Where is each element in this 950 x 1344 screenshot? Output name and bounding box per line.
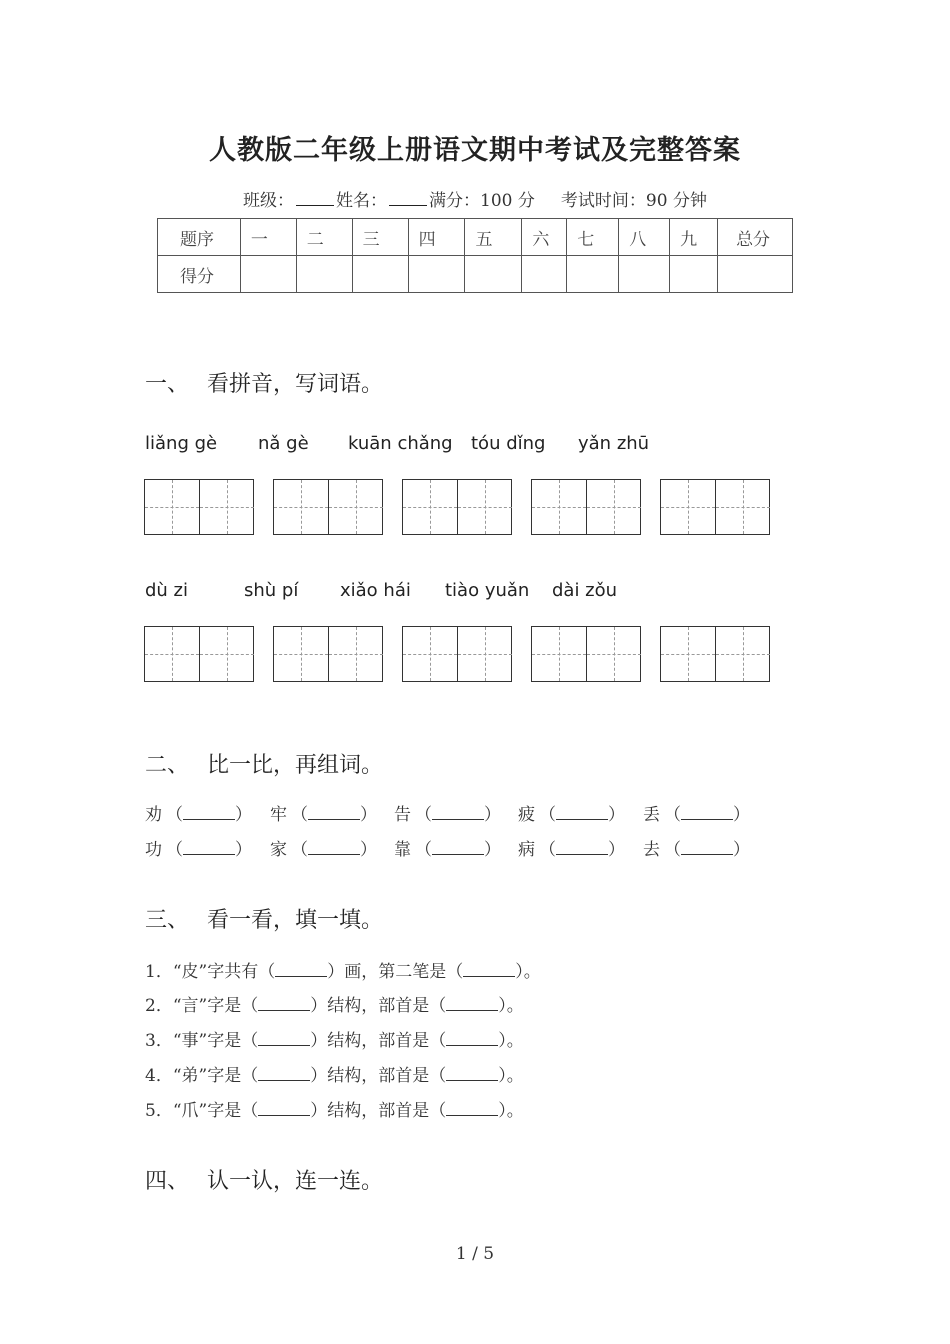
question-text: 3．“事”字是（ xyxy=(145,1031,259,1051)
answer-blank[interactable] xyxy=(681,842,733,855)
score-header-cell: 三 xyxy=(352,219,408,256)
answer-blank[interactable] xyxy=(258,1103,310,1116)
class-blank[interactable] xyxy=(296,191,334,206)
writing-grid-box[interactable] xyxy=(144,479,254,535)
answer-blank[interactable] xyxy=(556,842,608,855)
score-header-cell: 二 xyxy=(296,219,352,256)
question-text: 4．“弟”字是（ xyxy=(145,1066,259,1086)
answer-blank[interactable] xyxy=(308,807,360,820)
compare-item xyxy=(643,800,750,825)
compare-item xyxy=(518,835,625,860)
compare-item xyxy=(270,800,377,825)
answer-blank[interactable] xyxy=(446,1033,498,1046)
open-paren: （ xyxy=(415,840,432,860)
open-paren: （ xyxy=(415,805,432,825)
section-title: 认一认，连一连。 xyxy=(207,1169,384,1194)
score-cell[interactable] xyxy=(522,256,567,293)
score-table-score-row xyxy=(158,256,793,293)
score-header-cell: 题序 xyxy=(158,219,241,256)
score-header-cell: 六 xyxy=(522,219,567,256)
pinyin-prompt: shù pí xyxy=(244,580,299,601)
score-header-cell: 五 xyxy=(465,219,522,256)
score-cell[interactable] xyxy=(567,256,619,293)
open-paren: （ xyxy=(291,840,308,860)
writing-grid-box[interactable] xyxy=(402,626,512,682)
answer-blank[interactable] xyxy=(681,807,733,820)
question-text: ）。 xyxy=(498,1031,524,1051)
page-title: 人教版二年级上册语文期中考试及完整答案 xyxy=(209,135,741,166)
question-text: 2．“言”字是（ xyxy=(145,996,259,1016)
writing-grid-box[interactable] xyxy=(660,626,770,682)
close-paren: ） xyxy=(484,840,501,860)
compare-char: 劝 xyxy=(145,805,162,825)
writing-grid-box[interactable] xyxy=(402,479,512,535)
question-item xyxy=(145,1061,524,1086)
pinyin-prompt: dù zi xyxy=(145,580,189,601)
question-item xyxy=(145,1096,524,1121)
score-header-cell: 总分 xyxy=(718,219,793,256)
close-paren: ） xyxy=(733,805,750,825)
compare-char: 疲 xyxy=(518,805,535,825)
score-header-cell: 八 xyxy=(619,219,670,256)
close-paren: ） xyxy=(608,840,625,860)
pinyin-prompt: xiǎo hái xyxy=(340,580,411,601)
score-cell[interactable] xyxy=(718,256,793,293)
question-text: ）。 xyxy=(515,962,541,982)
score-cell[interactable] xyxy=(240,256,296,293)
answer-blank[interactable] xyxy=(258,1068,310,1081)
compare-char: 家 xyxy=(270,840,287,860)
writing-grid-box[interactable] xyxy=(273,626,383,682)
question-text: ）。 xyxy=(498,1101,524,1121)
open-paren: （ xyxy=(166,805,183,825)
compare-item xyxy=(643,835,750,860)
section-4-heading xyxy=(145,1164,383,1195)
section-number: 二、 xyxy=(145,753,190,778)
question-text: 5．“爪”字是（ xyxy=(145,1101,259,1121)
section-number: 一、 xyxy=(145,372,190,397)
close-paren: ） xyxy=(360,840,377,860)
section-number: 四、 xyxy=(145,1169,190,1194)
score-table xyxy=(157,218,793,293)
writing-grid-box[interactable] xyxy=(144,626,254,682)
section-2-heading xyxy=(145,748,383,779)
score-table-header-row xyxy=(158,219,793,256)
answer-blank[interactable] xyxy=(275,964,327,977)
open-paren: （ xyxy=(166,840,183,860)
answer-blank[interactable] xyxy=(183,807,235,820)
question-text: ）结构，部首是（ xyxy=(310,1101,447,1121)
score-header-cell: 一 xyxy=(240,219,296,256)
writing-grid-box[interactable] xyxy=(660,479,770,535)
score-header-cell: 七 xyxy=(567,219,619,256)
pinyin-prompt: tóu dǐng xyxy=(471,433,546,454)
open-paren: （ xyxy=(539,805,556,825)
section-3-heading xyxy=(145,903,383,934)
compare-char: 去 xyxy=(643,840,660,860)
answer-blank[interactable] xyxy=(446,1103,498,1116)
name-label: 姓名： xyxy=(336,191,388,211)
question-text: ）画，第二笔是（ xyxy=(327,962,464,982)
answer-blank[interactable] xyxy=(432,842,484,855)
question-item xyxy=(145,1026,524,1051)
close-paren: ） xyxy=(360,805,377,825)
question-text: ）结构，部首是（ xyxy=(310,1066,447,1086)
exam-meta xyxy=(0,186,950,211)
section-title: 比一比，再组词。 xyxy=(207,753,384,778)
pinyin-prompt: dài zǒu xyxy=(552,580,618,601)
question-text: 1．“皮”字共有（ xyxy=(145,962,276,982)
open-paren: （ xyxy=(291,805,308,825)
open-paren: （ xyxy=(664,840,681,860)
section-number: 三、 xyxy=(145,908,190,933)
question-text: ）结构，部首是（ xyxy=(310,996,447,1016)
score-cell[interactable] xyxy=(408,256,465,293)
question-item xyxy=(145,991,524,1016)
compare-char: 告 xyxy=(394,805,411,825)
pinyin-prompt: liǎng gè xyxy=(145,433,218,454)
compare-item xyxy=(270,835,377,860)
name-blank[interactable] xyxy=(389,191,427,206)
pinyin-prompt: nǎ gè xyxy=(258,433,309,454)
page-number: 1 / 5 xyxy=(455,1244,495,1264)
answer-blank[interactable] xyxy=(258,1033,310,1046)
score-cell[interactable] xyxy=(619,256,670,293)
score-cell[interactable] xyxy=(352,256,408,293)
answer-blank[interactable] xyxy=(463,964,515,977)
compare-item xyxy=(394,835,501,860)
answer-blank[interactable] xyxy=(308,842,360,855)
compare-char: 丢 xyxy=(643,805,660,825)
exam-time: 考试时间：90 分钟 xyxy=(560,191,707,211)
pinyin-prompt: tiào yuǎn xyxy=(445,580,530,601)
writing-grid-box[interactable] xyxy=(531,626,641,682)
pinyin-prompt: yǎn zhū xyxy=(578,433,650,454)
compare-char: 病 xyxy=(518,840,535,860)
close-paren: ） xyxy=(235,840,252,860)
score-cell[interactable] xyxy=(296,256,352,293)
writing-grid-box[interactable] xyxy=(273,479,383,535)
section-1-heading xyxy=(145,367,383,398)
score-header-cell: 四 xyxy=(408,219,465,256)
answer-blank[interactable] xyxy=(446,1068,498,1081)
score-header-cell: 九 xyxy=(670,219,718,256)
compare-char: 牢 xyxy=(270,805,287,825)
answer-blank[interactable] xyxy=(258,998,310,1011)
compare-item xyxy=(145,800,252,825)
question-text: ）。 xyxy=(498,996,524,1016)
score-cell[interactable] xyxy=(465,256,522,293)
pinyin-prompt: kuān chǎng xyxy=(348,433,453,454)
answer-blank[interactable] xyxy=(556,807,608,820)
compare-item xyxy=(394,800,501,825)
full-score: 满分：100 分 xyxy=(429,191,535,211)
close-paren: ） xyxy=(733,840,750,860)
answer-blank[interactable] xyxy=(183,842,235,855)
compare-char: 靠 xyxy=(394,840,411,860)
answer-blank[interactable] xyxy=(446,998,498,1011)
class-label: 班级： xyxy=(243,191,295,211)
answer-blank[interactable] xyxy=(432,807,484,820)
compare-item xyxy=(518,800,625,825)
close-paren: ） xyxy=(484,805,501,825)
question-text: ）。 xyxy=(498,1066,524,1086)
score-row-label: 得分 xyxy=(158,256,241,293)
section-title: 看一看，填一填。 xyxy=(207,908,384,933)
close-paren: ） xyxy=(235,805,252,825)
writing-grid-box[interactable] xyxy=(531,479,641,535)
question-text: ）结构，部首是（ xyxy=(310,1031,447,1051)
question-item xyxy=(145,957,541,982)
score-cell[interactable] xyxy=(670,256,718,293)
compare-item xyxy=(145,835,252,860)
compare-char: 功 xyxy=(145,840,162,860)
open-paren: （ xyxy=(539,840,556,860)
open-paren: （ xyxy=(664,805,681,825)
section-title: 看拼音，写词语。 xyxy=(207,372,384,397)
close-paren: ） xyxy=(608,805,625,825)
